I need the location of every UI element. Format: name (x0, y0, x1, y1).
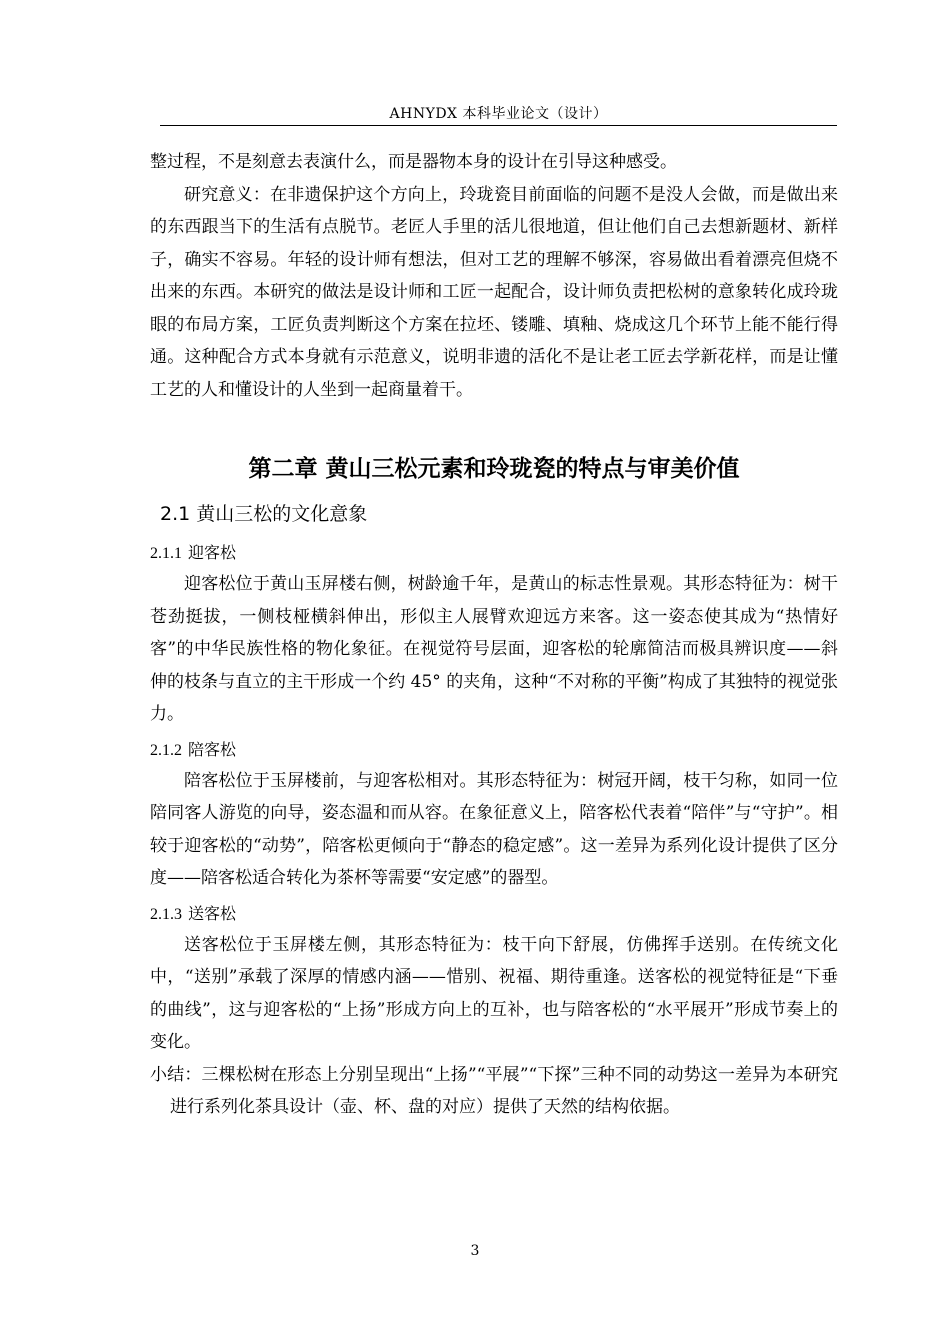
running-header: AHNYDX 本科毕业论文（设计） (389, 106, 608, 122)
continued-paragraph: 整过程，不是刻意去表演什么，而是器物本身的设计在引导这种感受。 (150, 152, 677, 172)
subsection-heading-2-1-3 (150, 897, 838, 929)
subsection-number: 2.1.1 (150, 545, 182, 562)
subsection-heading-2-1-2 (150, 733, 838, 765)
subsection-title: 迎客松 (188, 543, 237, 562)
welcoming-pine-paragraph: 迎客松位于黄山玉屏楼右侧，树龄逾千年，是黄山的标志性景观。其形态特征为：树干苍劲挺拔，一侧枝桠横斜伸出，形似主人展臂欢迎远方来客。这一姿态使其成为“热情好客”的中华民族性格的物化象征。在视觉符号层面，迎客松的轮廓简洁而极具辨识度——斜伸的枝条与直立的主干形成一个约 45° 的夹角，这种“不对称的平衡”构成了其独特的视觉张力。 (150, 574, 838, 724)
header-rule (160, 125, 837, 126)
page-body (150, 146, 838, 1124)
subsection-title: 送客松 (188, 903, 237, 923)
subsection-heading-2-1-1 (150, 536, 838, 568)
summary-paragraph: 小结：三棵松树在形态上分别呈现出“上扬”“平展”“下探”三种不同的动势这一差异为本研究进行系列化茶具设计（壶、杯、盘的对应）提供了天然的结构依据。 (150, 1064, 838, 1117)
farewell-pine-paragraph: 送客松位于玉屏楼左侧，其形态特征为：枝干向下舒展，仿佛挥手送别。在传统文化中，“送别”承载了深厚的情感内涵——惜别、祝福、期待重逢。送客松的视觉特征是“下垂的曲线”，这与迎客松的“上扬”形成方向上的互补，也与陪客松的“水平展开”形成节奏上的变化。 (150, 934, 838, 1052)
subsection-title: 陪客松 (188, 739, 237, 759)
research-significance-paragraph: 研究意义：在非遗保护这个方向上，玲珑瓷目前面临的问题不是没人会做，而是做出来的东西跟当下的生活有点脱节。老匠人手里的活儿很地道，但让他们自己去想新题材、新样子，确实不容易。年轻的设计师有想法，但对工艺的理解不够深，容易做出看着漂亮但烧不出来的东西。本研究的做法是设计师和工匠一起配合，设计师负责把松树的意象转化成玲珑眼的布局方案，工匠负责判断这个方案在拉坯、镂雕、填釉、烧成这几个环节上能不能行得通。这种配合方式本身就有示范意义，说明非遗的活化不是让老工匠去学新花样，而是让懂工艺的人和懂设计的人坐到一起商量着干。 (150, 184, 838, 400)
subsection-number: 2.1.3 (150, 905, 182, 923)
page-number: 3 (470, 1243, 480, 1259)
chapter-title: 第二章 黄山三松元素和玲珑瓷的特点与审美价值 (248, 456, 740, 482)
section-heading-2-1: 2.1 黄山三松的文化意象 (160, 503, 368, 525)
subsection-number: 2.1.2 (150, 741, 182, 759)
companion-pine-paragraph: 陪客松位于玉屏楼前，与迎客松相对。其形态特征为：树冠开阔，枝干匀称，如同一位陪同客人游览的向导，姿态温和而从容。在象征意义上，陪客松代表着“陪伴”与“守护”。相较于迎客松的“动势”，陪客松更倾向于“静态的稳定感”。这一差异为系列化设计提供了区分度——陪客松适合转化为茶杯等需要“安定感”的器型。 (150, 770, 838, 888)
